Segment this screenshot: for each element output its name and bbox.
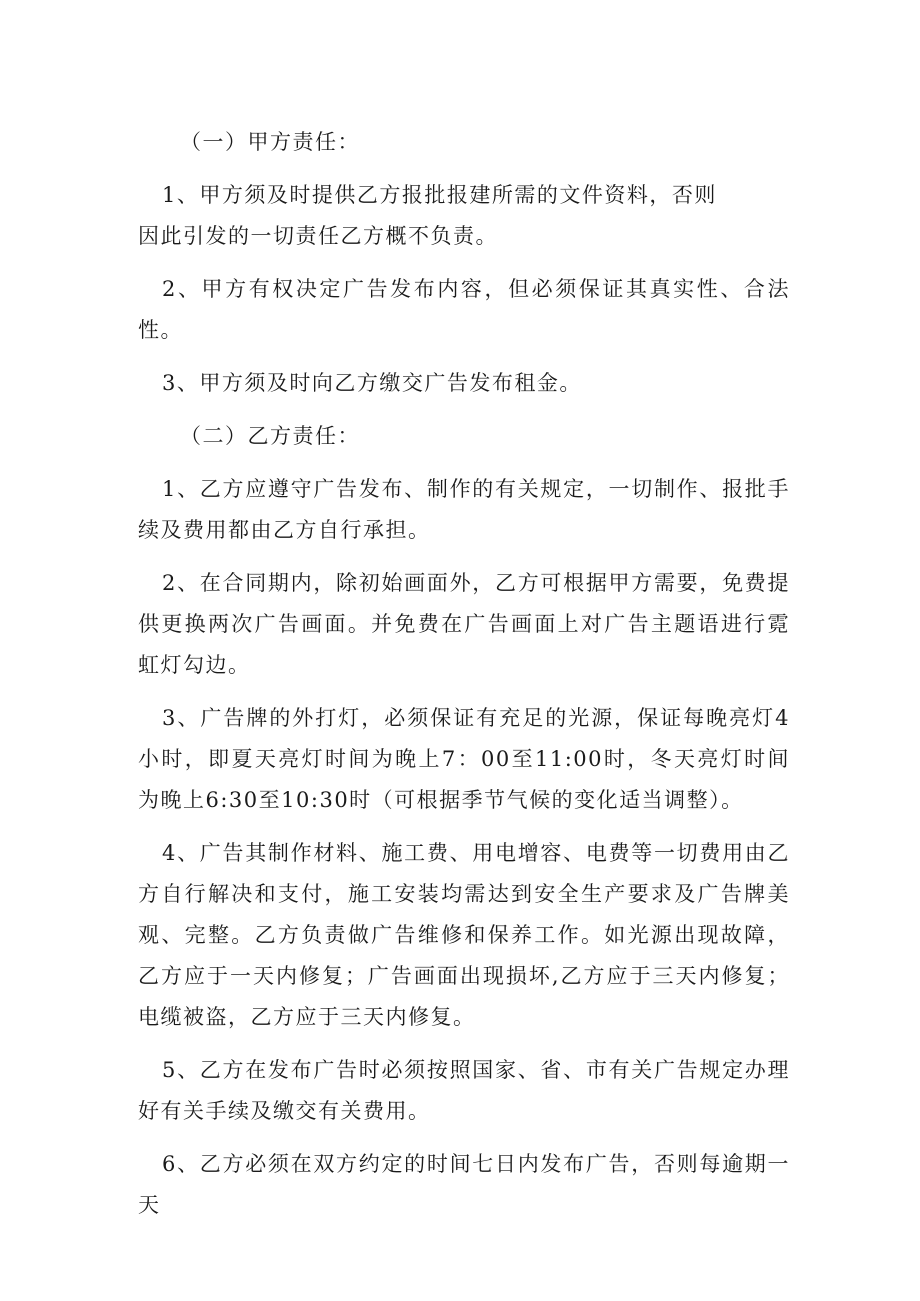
- section-heading-party-a: （一）甲方责任：: [180, 130, 360, 154]
- party-b-clause-5: 5、乙方在发布广告时必须按照国家、省、市有关广告规定办理好有关手续及缴交有关费用。: [138, 1058, 790, 1123]
- party-b-clause-3: 3、广告牌的外打灯，必须保证有充足的光源，保证每晚亮灯4小时，即夏天亮灯时间为晚上7：00至11:00时，冬天亮灯时间为晚上6:30至10:30时（可根据季节气候的变化适当调整）。: [138, 706, 790, 812]
- section-heading-party-b: （二）乙方责任：: [180, 424, 360, 448]
- document-body: [138, 122, 790, 1238]
- party-b-clause-6: 6、乙方必须在双方约定的时间七日内发布广告，否则每逾期一天: [138, 1152, 790, 1217]
- party-a-clause-1: [138, 175, 790, 257]
- party-b-clause-1: 1、乙方应遵守广告发布、制作的有关规定，一切制作、报批手续及费用都由乙方自行承担。: [138, 477, 790, 542]
- party-a-clause-1-line-1: 1、甲方须及时提供乙方报批报建所需的文件资料，否则: [162, 183, 717, 207]
- party-b-clause-4: 4、广告其制作材料、施工费、用电增容、电费等一切费用由乙方自行解决和支付，施工安装均需达到安全生产要求及广告牌美观、完整。乙方负责做广告维修和保养工作。如光源出现故障，乙方应于一天内修复；广告画面出现损坏,乙方应于三天内修复；电缆被盗，乙方应于三天内修复。: [138, 841, 790, 1029]
- party-a-clause-1-line-2: 因此引发的一切责任乙方概不负责。: [138, 224, 498, 248]
- party-a-clause-2: 2、甲方有权决定广告发布内容，但必须保证其真实性、合法性。: [138, 277, 790, 342]
- party-a-clause-3: 3、甲方须及时向乙方缴交广告发布租金。: [162, 371, 582, 395]
- party-b-clause-2: 2、在合同期内，除初始画面外，乙方可根据甲方需要，免费提供更换两次广告画面。并免费在广告画面上对广告主题语进行霓虹灯勾边。: [138, 571, 790, 677]
